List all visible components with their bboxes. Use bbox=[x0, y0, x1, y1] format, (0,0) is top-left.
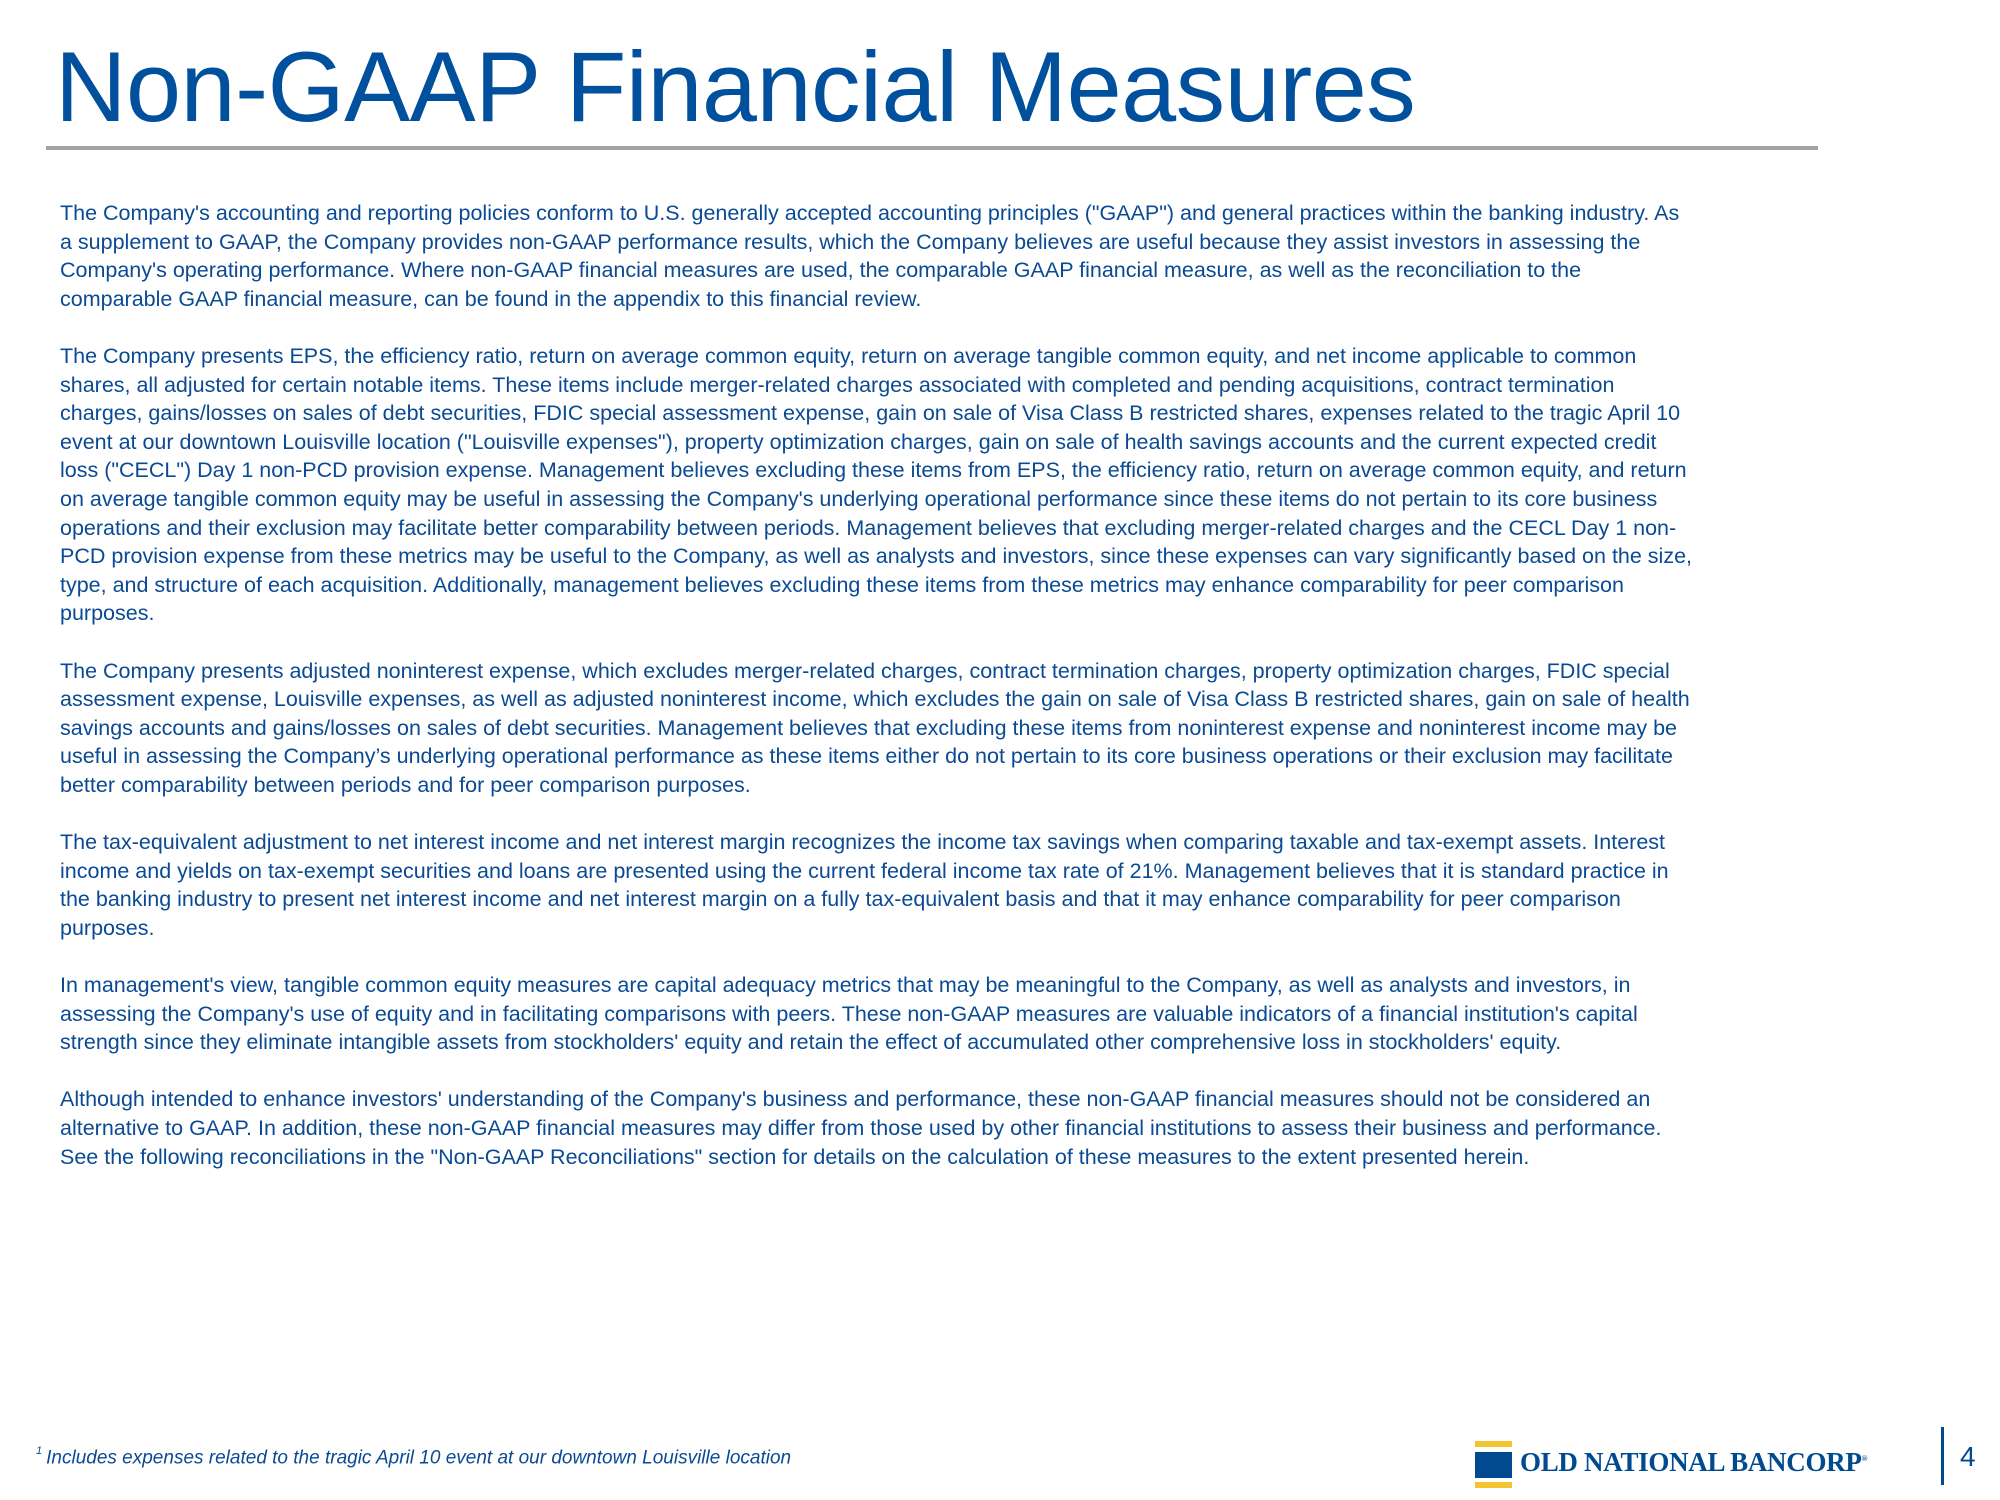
paragraph-line: on average tangible common equity may be useful in assessing the Company's underlying operational performance since these items do not pertain to its core business bbox=[60, 486, 1658, 511]
paragraph-line: assessment expense, Louisville expenses, as well as adjusted noninterest income, which excludes the gain on sale of Visa Class B restricted shares, gain on sale of health bbox=[60, 687, 1690, 712]
paragraph-line: The Company presents adjusted noninterest expense, which excludes merger-related charges, contract termination charges, property optimization charges, FDIC special bbox=[60, 658, 1670, 683]
paragraph-line: The Company's accounting and reporting policies conform to U.S. generally accepted accounting principles ("GAAP") and general practices within the banking industry. As bbox=[60, 201, 1680, 225]
body-text bbox=[60, 199, 1880, 1171]
title-divider bbox=[46, 146, 1818, 150]
paragraph-line: savings accounts and gains/losses on sales of debt securities. Management believes that excluding these items from noninterest expense and noninterest income may be bbox=[60, 715, 1678, 740]
paragraph-gap bbox=[60, 628, 1880, 657]
paragraph-line: shares, all adjusted for certain notable items. These items include merger-related charges associated with completed and pending acquisitions, contract termination bbox=[60, 372, 1615, 397]
paragraph-line: a supplement to GAAP, the Company provides non-GAAP performance results, which the Company believes are useful because they assist investors in assessing the bbox=[60, 229, 1641, 254]
paragraph-gap bbox=[60, 1057, 1880, 1086]
paragraph bbox=[60, 1085, 1880, 1171]
paragraph-line: operations and their exclusion may facilitate better comparability between periods. Management believes that excluding merger-related charges and the CECL Day 1 non- bbox=[60, 515, 1677, 540]
paragraph-line: purposes. bbox=[60, 915, 155, 940]
paragraph-line: strength since they eliminate intangible assets from stockholders' equity and retain the effect of accumulated other comprehensive loss in stockholders' equity. bbox=[60, 1030, 1562, 1055]
bank-logo-icon bbox=[1475, 1441, 1512, 1488]
paragraph-line: In management's view, tangible common equity measures are capital adequacy metrics that may be meaningful to the Company, as well as analysts and investors, in bbox=[60, 973, 1631, 998]
paragraph-line: See the following reconciliations in the "Non-GAAP Reconciliations" section for details on the calculation of these measures to the extent presented herein. bbox=[60, 1144, 1530, 1169]
paragraph bbox=[60, 657, 1880, 800]
paragraph bbox=[60, 971, 1880, 1057]
paragraph-line: PCD provision expense from these metrics may be useful to the Company, as well as analysts and investors, since these expenses can vary significantly based on the size, bbox=[60, 544, 1693, 569]
paragraph-line: loss ("CECL") Day 1 non-PCD provision expense. Management believes excluding these items from EPS, the efficiency ratio, return on average common equity, and return bbox=[60, 458, 1687, 483]
paragraph bbox=[60, 828, 1880, 942]
brand-text: OLD NATIONAL BANCORP bbox=[1520, 1447, 1862, 1477]
paragraph-line: assessing the Company's use of equity and in facilitating comparisons with peers. These non-GAAP measures are valuable indicators of a financial institution's capital bbox=[60, 1001, 1638, 1026]
paragraph-line: type, and structure of each acquisition. Additionally, management believes excluding these items from these metrics may enhance comparability for peer comparison bbox=[60, 572, 1624, 597]
footnote-marker: 1 bbox=[36, 1445, 43, 1457]
paragraph-gap bbox=[60, 942, 1880, 971]
paragraph-line: the banking industry to present net interest income and net interest margin on a fully tax-equivalent basis and that it may enhance comparability for peer comparison bbox=[60, 887, 1621, 912]
footnote bbox=[36, 1447, 791, 1469]
paragraph bbox=[60, 342, 1880, 628]
paragraph-line: purposes. bbox=[60, 601, 155, 626]
paragraph-gap bbox=[60, 799, 1880, 828]
paragraph-line: better comparability between periods and for peer comparison purposes. bbox=[60, 772, 751, 797]
paragraph bbox=[60, 199, 1880, 313]
registered-mark: ® bbox=[1861, 1454, 1868, 1463]
page-title: Non-GAAP Financial Measures bbox=[55, 31, 1416, 142]
paragraph-gap bbox=[60, 313, 1880, 342]
paragraph-line: useful in assessing the Company’s underlying operational performance as these items either do not pertain to its core business operations or their exclusion may facilitate bbox=[60, 744, 1673, 769]
paragraph-line: charges, gains/losses on sales of debt securities, FDIC special assessment expense, gain on sale of Visa Class B restricted shares, expenses related to the tragic April 10 bbox=[60, 401, 1681, 426]
paragraph-line: Company's operating performance. Where non-GAAP financial measures are used, the comparable GAAP financial measure, as well as the reconciliation to the bbox=[60, 258, 1582, 283]
brand-name bbox=[1520, 1447, 1867, 1478]
paragraph-line: income and yields on tax-exempt securities and loans are presented using the current federal income tax rate of 21%. Management believes that it is standard practice in bbox=[60, 858, 1669, 883]
page-number: 4 bbox=[1960, 1441, 1976, 1472]
paragraph-line: Although intended to enhance investors' understanding of the Company's business and performance, these non-GAAP financial measures should not be considered an bbox=[60, 1087, 1651, 1112]
paragraph-line: The Company presents EPS, the efficiency ratio, return on average common equity, return on average tangible common equity, and net income applicable to common bbox=[60, 343, 1637, 368]
paragraph-line: event at our downtown Louisville location ("Louisville expenses"), property optimization charges, gain on sale of health savings accounts and the current expected credit bbox=[60, 429, 1657, 454]
paragraph-line: comparable GAAP financial measure, can be found in the appendix to this financial review. bbox=[60, 286, 922, 311]
paragraph-line: alternative to GAAP. In addition, these non-GAAP financial measures may differ from those used by other financial institutions to assess their business and performance. bbox=[60, 1116, 1662, 1140]
footnote-text: Includes expenses related to the tragic April 10 event at our downtown Louisville location bbox=[46, 1447, 792, 1469]
paragraph-line: The tax-equivalent adjustment to net interest income and net interest margin recognizes the income tax savings when comparing taxable and tax-exempt assets. Interest bbox=[60, 830, 1665, 855]
footer-divider bbox=[1941, 1427, 1944, 1485]
